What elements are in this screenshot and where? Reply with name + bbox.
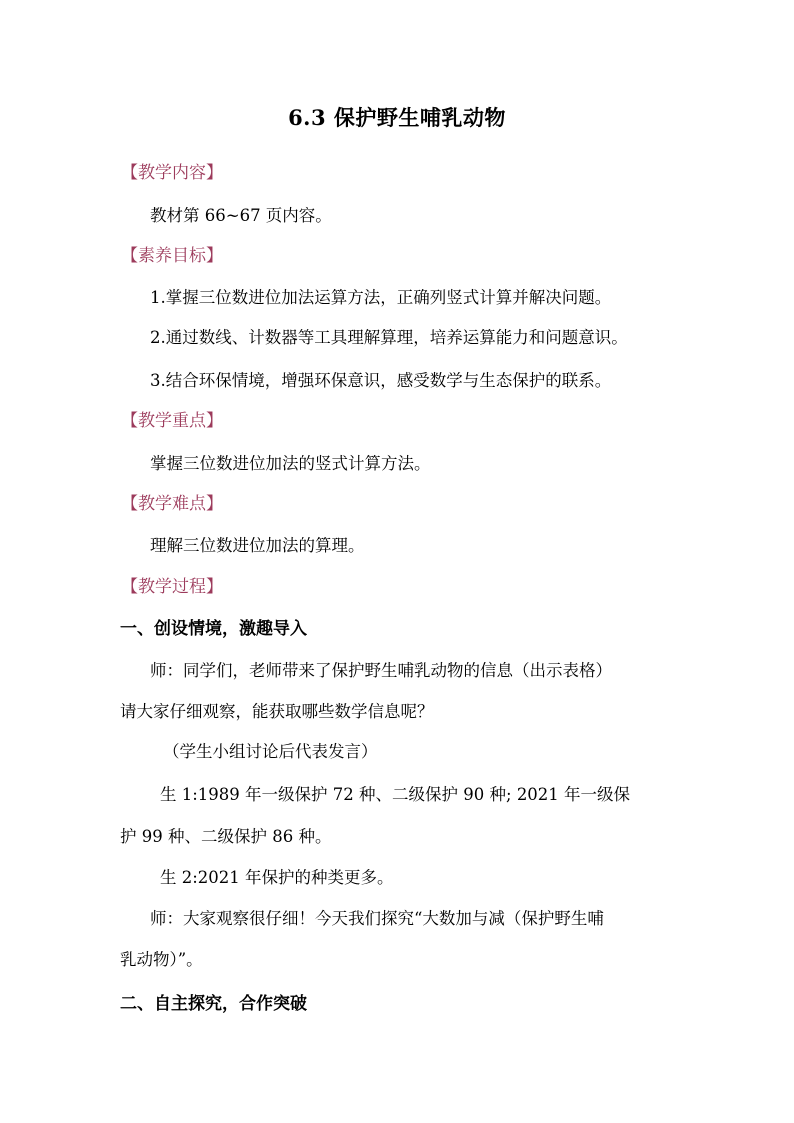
page-title: 6.3 保护野生哺乳动物 bbox=[288, 105, 506, 130]
paragraph-line: 乳动物）”。 bbox=[120, 950, 203, 969]
paragraph-line: 生 2:2021 年保护的种类更多。 bbox=[160, 868, 394, 887]
heading-teaching-content: 【教学内容】 bbox=[121, 163, 223, 183]
section-heading-2: 二、自主探究，合作突破 bbox=[120, 994, 307, 1014]
difficulties-text: 理解三位数进位加法的算理。 bbox=[150, 536, 365, 555]
teaching-content-text: 教材第 66~67 页内容。 bbox=[150, 206, 332, 225]
heading-key-points: 【教学重点】 bbox=[121, 411, 223, 431]
paragraph-line: 师：大家观察很仔细！今天我们探究“大数加与减（保护野生哺 bbox=[150, 909, 604, 928]
paragraph-line: （学生小组讨论后代表发言） bbox=[163, 742, 378, 761]
goal-item-3: 3.结合环保情境，增强环保意识，感受数学与生态保护的联系。 bbox=[150, 371, 612, 390]
paragraph-line: 师：同学们，老师带来了保护野生哺乳动物的信息（出示表格） bbox=[150, 661, 612, 680]
paragraph-line: 护 99 种、二级保护 86 种。 bbox=[120, 827, 332, 846]
heading-literacy-goals: 【素养目标】 bbox=[121, 246, 223, 266]
goal-item-2: 2.通过数线、计数器等工具理解算理，培养运算能力和问题意识。 bbox=[150, 328, 628, 347]
paragraph-line: 生 1:1989 年一级保护 72 种、二级保护 90 种; 2021 年一级保 bbox=[160, 785, 631, 804]
paragraph-line: 请大家仔细观察，能获取哪些数学信息呢？ bbox=[120, 702, 434, 721]
section-heading-1: 一、创设情境，激趣导入 bbox=[120, 619, 307, 639]
heading-difficulties: 【教学难点】 bbox=[121, 494, 223, 514]
key-points-text: 掌握三位数进位加法的竖式计算方法。 bbox=[150, 454, 431, 473]
goal-item-1: 1.掌握三位数进位加法运算方法，正确列竖式计算并解决问题。 bbox=[150, 288, 612, 307]
heading-teaching-process: 【教学过程】 bbox=[121, 577, 223, 597]
